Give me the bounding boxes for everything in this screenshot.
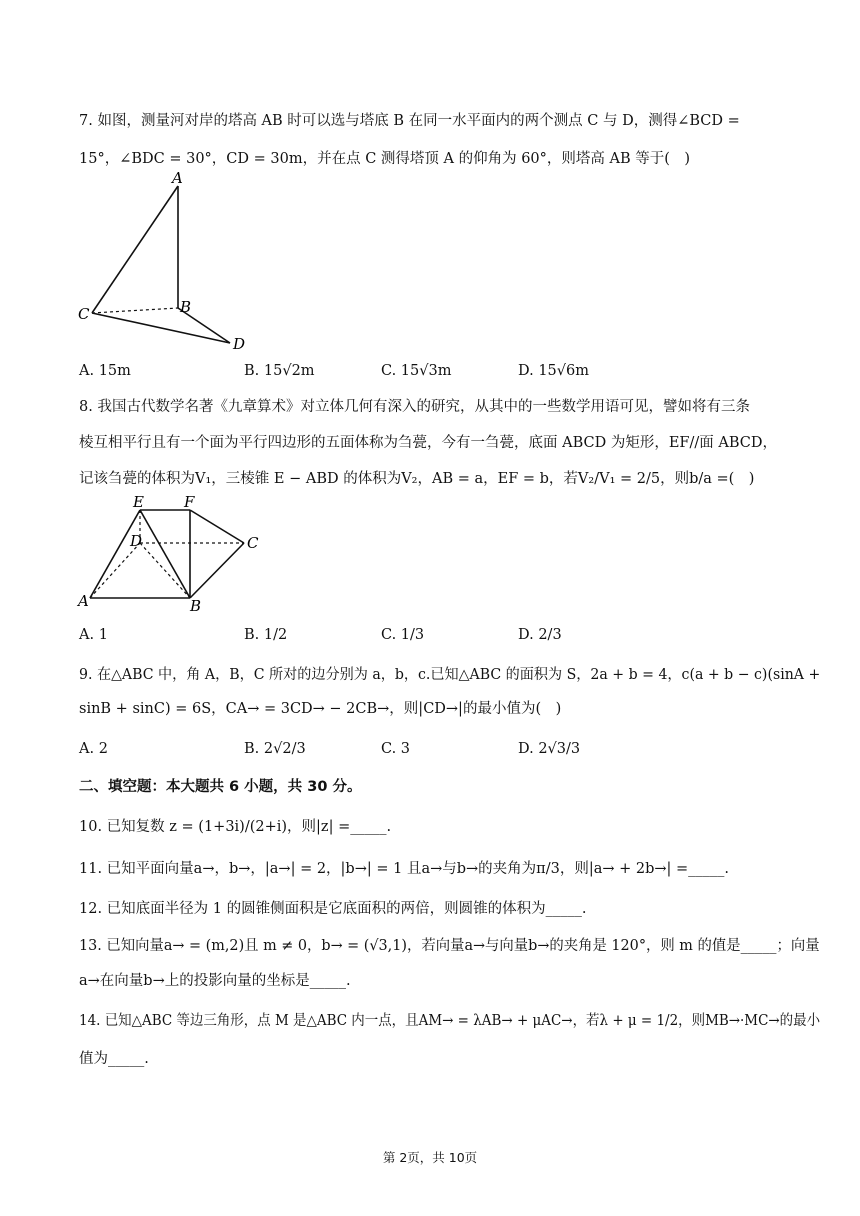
- q9-line1: 9. 在△ABC 中，角 A，B，C 所对的边分别为 a，b，c.已知△ABC 的面积为 S，2a + b = 4，c(a + b − c)(sinA +: [79, 667, 821, 683]
- line-cd: [92, 313, 230, 343]
- q8-line3: 记该刍甍的体积为V₁，三棱锥 E − ABD 的体积为V₂，AB = a，EF = b，若V₂/V₁ = 2/5，则b/a =( ): [79, 471, 755, 487]
- q9-option-b[interactable]: B. 2√2/3: [244, 741, 306, 757]
- page-footer: 第 2页，共 10页: [382, 1150, 478, 1165]
- q14-line2: 值为_____.: [79, 1051, 149, 1067]
- label-b: B: [180, 298, 192, 316]
- q8-option-c[interactable]: C. 1/3: [381, 627, 425, 643]
- q8-solid-figure: [70, 494, 270, 614]
- q14-line1: 14. 已知△ABC 等边三角形，点 M 是△ABC 内一点，且AM→ = λAB→ + μAC→，若λ + μ = 1/2，则MB→·MC→的最小: [79, 1013, 821, 1029]
- q12-line: 12. 已知底面半径为 1 的圆锥侧面积是它底面积的两倍，则圆锥的体积为_____.: [79, 901, 587, 917]
- q8-option-d[interactable]: D. 2/3: [518, 627, 562, 643]
- q9-option-d[interactable]: D. 2√3/3: [518, 741, 581, 757]
- label-c: C: [247, 534, 259, 552]
- edge-ea: [90, 510, 143, 598]
- q8-line2: 棱互相平行且有一个面为平行四边形的五面体称为刍甍，今有一刍甍，底面 ABCD 为矩形，EF//面 ABCD，: [79, 435, 777, 451]
- section-heading-fill-in: 二、填空题：本大题共 6 小题，共 30 分。: [79, 779, 362, 795]
- q7-option-b[interactable]: B. 15√2m: [244, 363, 315, 379]
- q7-line2: 15°，∠BDC = 30°，CD = 30m，并在点 C 测得塔顶 A 的仰角为 60°，则塔高 AB 等于( ): [79, 151, 691, 167]
- q7-option-a[interactable]: A. 15m: [79, 363, 131, 379]
- label-d: D: [130, 532, 143, 550]
- q9-line2: sinB + sinC) = 6S，CA→ = 3CD→ − 2CB→，则|CD→|的最小值为( ): [79, 701, 562, 717]
- label-e: E: [133, 494, 144, 511]
- q13-line1: 13. 已知向量a→ = (m,2)且 m ≠ 0，b→ = (√3,1)，若向量a→与向量b→的夹角是 120°，则 m 的值是_____；向量: [79, 938, 820, 954]
- q7-option-c[interactable]: C. 15√3m: [381, 363, 452, 379]
- q11-line: 11. 已知平面向量a→，b→，|a→| = 2，|b→| = 1 且a→与b→的夹角为π/3，则|a→ + 2b→| =_____.: [79, 861, 730, 877]
- q8-option-b[interactable]: B. 1/2: [244, 627, 288, 643]
- label-a: A: [78, 592, 89, 610]
- edge-fc: [190, 510, 244, 543]
- edge-eb: [140, 510, 190, 598]
- line-ac: [92, 186, 178, 313]
- label-a: A: [172, 169, 183, 187]
- q10-line: 10. 已知复数 z = (1+3i)/(2+i)，则|z| =_____.: [79, 819, 392, 835]
- label-c: C: [78, 305, 90, 323]
- q13-line2: a→在向量b→上的投影向量的坐标是_____.: [79, 973, 351, 989]
- label-d: D: [233, 335, 246, 353]
- q8-line1: 8. 我国古代数学名著《九章算术》对立体几何有深入的研究，从其中的一些数学用语可见，譬如将有三条: [79, 399, 750, 415]
- q7-line1: 7. 如图，测量河对岸的塔高 AB 时可以选与塔底 B 在同一水平面内的两个测点 C 与 D，测得∠BCD =: [79, 113, 740, 129]
- q8-option-a[interactable]: A. 1: [79, 627, 108, 643]
- q9-option-c[interactable]: C. 3: [381, 741, 411, 757]
- q7-option-d[interactable]: D. 15√6m: [518, 363, 589, 379]
- label-b: B: [190, 597, 202, 614]
- edge-db: [140, 543, 190, 598]
- edge-ad: [90, 543, 140, 598]
- label-f: F: [184, 494, 195, 511]
- q7-tower-figure: [70, 168, 260, 354]
- q9-option-a[interactable]: A. 2: [79, 741, 108, 757]
- edge-bc: [190, 543, 244, 598]
- line-cb: [92, 308, 178, 313]
